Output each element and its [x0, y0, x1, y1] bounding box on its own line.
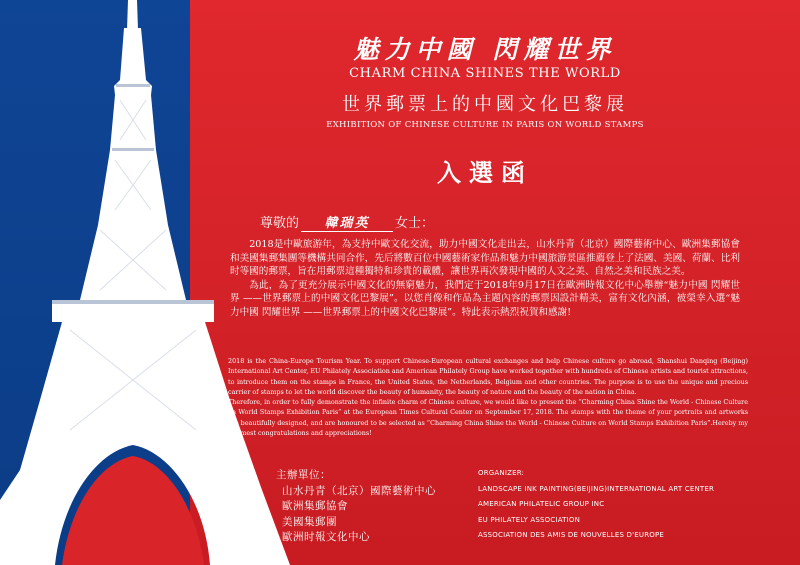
- organizer-name-chinese: 歐洲集郵協會: [282, 500, 348, 513]
- organizer-name-chinese: 美國集郵團: [282, 515, 337, 528]
- calligraphy-title: 魅力中國 閃耀世界: [353, 35, 617, 64]
- title-english: CHARM CHINA SHINES THE WORLD: [349, 66, 621, 81]
- subtitle-chinese: 世界郵票上的中國文化巴黎展: [342, 94, 628, 115]
- subtitle-english: EXHIBITION OF CHINESE CULTURE IN PARIS ON WORLD STAMPS: [326, 120, 644, 130]
- body-chinese: [230, 238, 740, 320]
- document-title: 入選函: [437, 158, 533, 187]
- organizer-heading-chinese: 主辦單位：: [276, 469, 331, 481]
- greeting-suffix: 女士：: [395, 216, 435, 231]
- body-english: [228, 356, 748, 438]
- organizer-name-chinese: 山水丹青（北京）國際藝術中心: [282, 484, 436, 497]
- body-english-paragraph-1: 2018 is the China-Europe Tourism Year. To support Chinese-European cultural exchanges and help Chinese culture go abroad, Shanshui Danqing (Beijing) International Art Center, EU Philately Association and American Philately Group have worked together with hundreds of Chinese artists and tourist attractions, to introduce them on the stamps in France, the United States, the Netherlands, Belgium and other countries. The purpose is to use the unique and precious carrier of stamps to let the world discover the beauty of humanity, the beauty of nature and the beauty of the nation in China.: [228, 357, 748, 396]
- body-english-paragraph-2: Therefore, in order to fully demonstrate the infinite charm of Chinese culture, we would like to present the “Charming China Shine the World - Chinese Culture on World Stamps Exhibition Paris” at the European Times Cultural Center on September 17, 2018. The stamps with the theme of your portraits and artworks are beautifully designed, and are honoured to be selected as “Charming China Shine the World - Chinese Culture on World Stamps Exhibition Paris”.Hereby my warmest congratulations and appreciations!: [228, 398, 748, 438]
- greeting: [260, 212, 434, 232]
- organizer-name-english: EU PHILATELY ASSOCIATION: [478, 515, 581, 524]
- body-chinese-paragraph-1: 2018是中歐旅游年，為支持中歐文化交流，助力中國文化走出去，山水丹青（北京）國際藝術中心、歐洲集郵協會和美國集郵集團等機構共同合作，先后將數百位中國藝術家作品和魅力中國旅游景區推薦登上了法國、美國、荷蘭、比利时等國的郵票，旨在用郵票這種獨特和珍貴的載體，讓世界再次發現中國的人文之美、自然之美和民族之美。: [230, 239, 740, 278]
- organizer-name-chinese: 歐洲时報文化中心: [282, 531, 370, 544]
- organizer-name-english: LANDSCAPE INK PAINTING(BEIJING)INTERNATIONAL ART CENTER: [478, 484, 715, 493]
- organizer-heading-english: ORGANIZER:: [478, 469, 525, 477]
- organizer-name-english: AMERICAN PHILATELIC GROUP INC: [478, 500, 605, 509]
- greeting-prefix: 尊敬的: [260, 216, 300, 231]
- body-chinese-paragraph-2: 為此，為了更充分展示中國文化的無窮魅力，我們定于2018年9月17日在歐洲時報文化中心舉辦“魅力中國 閃耀世界 ——世界郵票上的中國文化巴黎展”。以您肖像和作品為主題內容的郵票因設計精美，富有文化內涵，被榮幸入選“魅力中國 閃耀世界 ——世界郵票上的中國文化巴黎展”。特此表示熱烈祝賀和感謝!: [230, 279, 740, 318]
- recipient-name: 韓瑞英: [301, 212, 393, 232]
- organizer-name-english: ASSOCIATION DES AMIS DE NOUVELLES D'EUROPE: [478, 531, 665, 540]
